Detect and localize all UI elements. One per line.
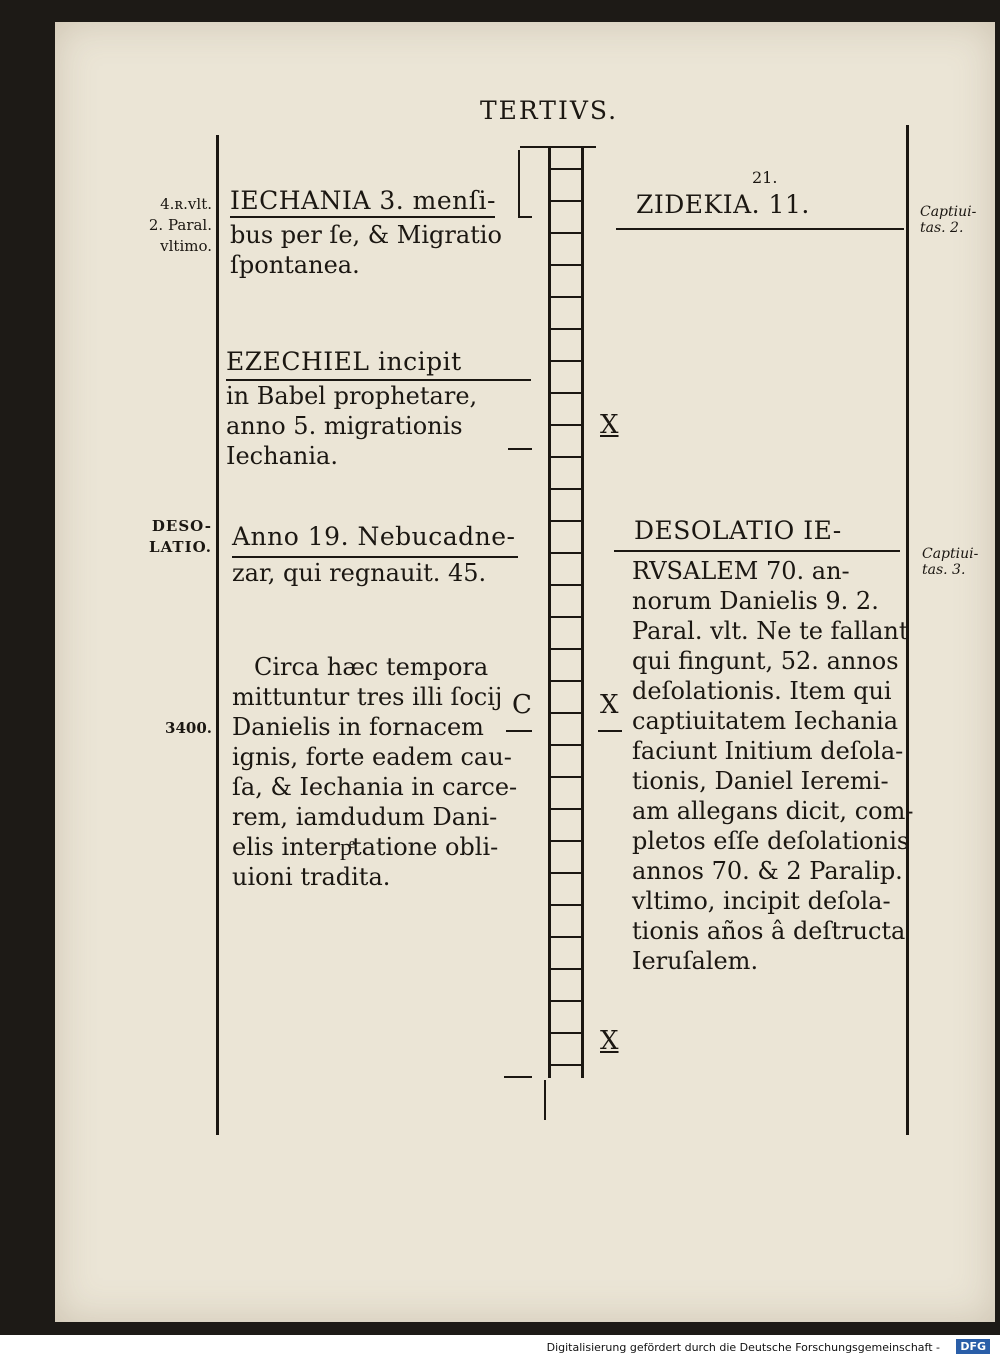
ladder-rung <box>548 328 584 330</box>
ladder-rung <box>548 776 584 778</box>
ladder-rung <box>548 1032 584 1034</box>
circa-paragraph: Circa hæc tempora mittuntur tres illi ſocij Danielis in fornacem ignis, forte eadem cau- ſa, & Iechania in carce- rem, iamdudum Dani- elis interpͤtatione obli- uioni tradita. <box>232 653 518 891</box>
ladder-bracket-left <box>518 150 520 218</box>
zidekia-rule <box>616 228 904 230</box>
ladder-rung <box>548 456 584 458</box>
ezechiel-title: EZECHIEL incipit <box>226 347 462 376</box>
tick-left-1 <box>508 448 532 450</box>
dfg-logo: DFG <box>956 1339 990 1354</box>
margin-captivitas-2: Captiui- tas. 2. <box>920 204 977 236</box>
ladder-left-rail <box>548 148 551 1078</box>
tick-left-2 <box>506 730 532 732</box>
ladder-rung <box>548 424 584 426</box>
margin-desolatio: DESO- LATIO. <box>149 517 212 556</box>
ladder-rung <box>548 840 584 842</box>
ladder-rung <box>548 168 584 170</box>
ladder-rung <box>548 232 584 234</box>
page-heading: TERTIVS. <box>480 96 619 125</box>
desolatio-text: RVSALEM 70. an- norum Danielis 9. 2. Paral. vlt. Ne te fallant qui fingunt, 52. annos deſolationis. Item qui captiuitatem Iechania faciunt Initium deſola- tionis, Daniel Ieremi- am allegans dicit, com- pletos eſſe deſolationis annos 70. & 2 Paralip. vltimo, incipit deſola- tionis años â deſtructa Ieruſalem. <box>632 557 914 975</box>
anno-text: zar, qui regnauit. 45. <box>232 559 487 587</box>
ladder-rung <box>548 808 584 810</box>
ladder-rung <box>548 616 584 618</box>
ladder-rung <box>548 648 584 650</box>
ladder-rung <box>548 520 584 522</box>
ladder-rung <box>548 936 584 938</box>
ezechiel-text: in Babel prophetare, anno 5. migrationis Iechania. <box>226 382 478 470</box>
mark-x-2: X <box>600 690 619 720</box>
ladder-rung <box>548 968 584 970</box>
footer-bar <box>0 1335 1000 1362</box>
ladder-rung <box>548 904 584 906</box>
margin-captivitas-3: Captiui- tas. 3. <box>922 546 979 578</box>
ladder-rung <box>548 1064 584 1066</box>
mark-x-1: X <box>600 410 619 440</box>
tick-right-2 <box>598 730 622 732</box>
desolatio-rule <box>614 550 900 552</box>
margin-year: 3400. <box>165 719 212 737</box>
mark-x-3: X <box>600 1026 619 1056</box>
left-column-rule <box>216 135 219 1135</box>
ladder-rung <box>548 392 584 394</box>
footer-credit: Digitalisierung gefördert durch die Deutsche Forschungsgemeinschaft - <box>546 1341 940 1354</box>
ladder-foot <box>544 1080 546 1120</box>
zidekia-title: ZIDEKIA. 11. <box>636 190 810 219</box>
ladder-rung <box>548 488 584 490</box>
jechania-text: bus per ſe, & Migratio ſpontanea. <box>230 221 502 279</box>
ladder-rung <box>548 584 584 586</box>
jechania-rule <box>230 216 495 218</box>
ladder-rung <box>548 712 584 714</box>
jechania-title: IECHANIA 3. menſi- <box>230 186 496 215</box>
ladder-rung <box>548 360 584 362</box>
desolatio-title: DESOLATIO IE- <box>634 516 842 545</box>
ladder-rung <box>548 872 584 874</box>
ladder-rung <box>548 744 584 746</box>
mark-c: C <box>512 690 532 720</box>
ladder-rung <box>548 680 584 682</box>
ladder-rung <box>548 552 584 554</box>
tick-left-3 <box>504 1076 532 1078</box>
ladder-rung <box>548 264 584 266</box>
ladder-bracket-foot <box>518 216 532 218</box>
margin-ref-1: 4.ʀ.vlt. 2. Paral. vltimo. <box>148 195 212 255</box>
ladder-right-rail <box>581 148 584 1078</box>
reign-number: 21. <box>752 168 778 187</box>
timeline-ladder <box>548 148 584 1078</box>
anno-title: Anno 19. Nebucadne- <box>232 522 516 551</box>
ladder-rung <box>548 1000 584 1002</box>
ladder-rung <box>548 296 584 298</box>
ladder-rung <box>548 200 584 202</box>
ladder-top-cap <box>520 146 596 148</box>
